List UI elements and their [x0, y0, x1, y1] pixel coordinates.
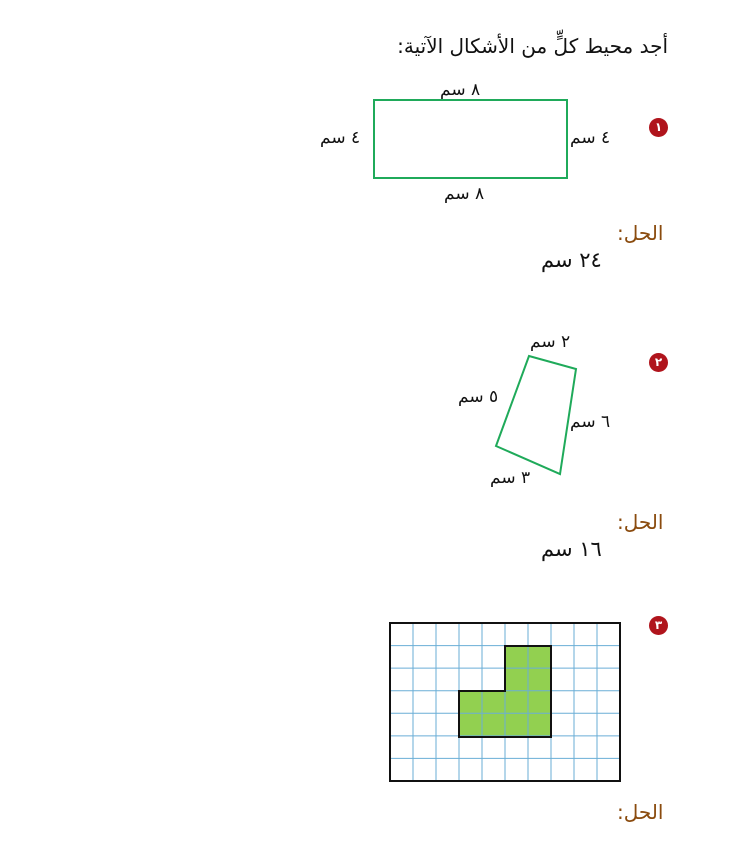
problem-1-solution-label: الحل: — [617, 221, 664, 245]
problem-3-solution-label: الحل: — [617, 800, 664, 824]
problem-1-number-badge: ١ — [649, 118, 668, 137]
problem-2-left-label: ٥ سم — [458, 387, 499, 407]
problem-3-shaded-cell — [528, 691, 551, 714]
problem-2-answer: ١٦ سم — [541, 537, 602, 561]
problem-3-shaded-cell — [528, 646, 551, 669]
problem-2-top-label: ٢ سم — [530, 332, 571, 352]
problem-1-top-label: ٨ سم — [440, 80, 481, 100]
problem-1-right-label: ٤ سم — [570, 128, 611, 148]
instructions: أجد محيط كلٍّ من الأشكال الآتية: — [397, 34, 668, 58]
problem-2-solution-label: الحل: — [617, 510, 664, 534]
problem-3-shaded-cell — [482, 691, 505, 714]
problem-3-shaded-cell — [505, 691, 528, 714]
problem-2-number-badge: ٢ — [649, 353, 668, 372]
problem-3-number-badge: ٣ — [649, 616, 668, 635]
problem-2-bottom-label: ٣ سم — [490, 468, 531, 488]
problem-2-right-label: ٦ سم — [570, 412, 611, 432]
problem-3-shaded-cell — [482, 713, 505, 736]
problem-1-bottom-label: ٨ سم — [444, 184, 485, 204]
problem-3-shaded-cell — [505, 713, 528, 736]
problem-3-shaded-cell — [528, 713, 551, 736]
problem-3-shaded-cell — [505, 646, 528, 669]
problem-1-left-label: ٤ سم — [320, 128, 361, 148]
problem-3-shaded-cell — [459, 691, 482, 714]
problem-3-shaded-cell — [528, 668, 551, 691]
problem-3-shaded-cell — [459, 713, 482, 736]
problem-1-answer: ٢٤ سم — [541, 248, 602, 272]
problem-3-shaded-cell — [505, 668, 528, 691]
